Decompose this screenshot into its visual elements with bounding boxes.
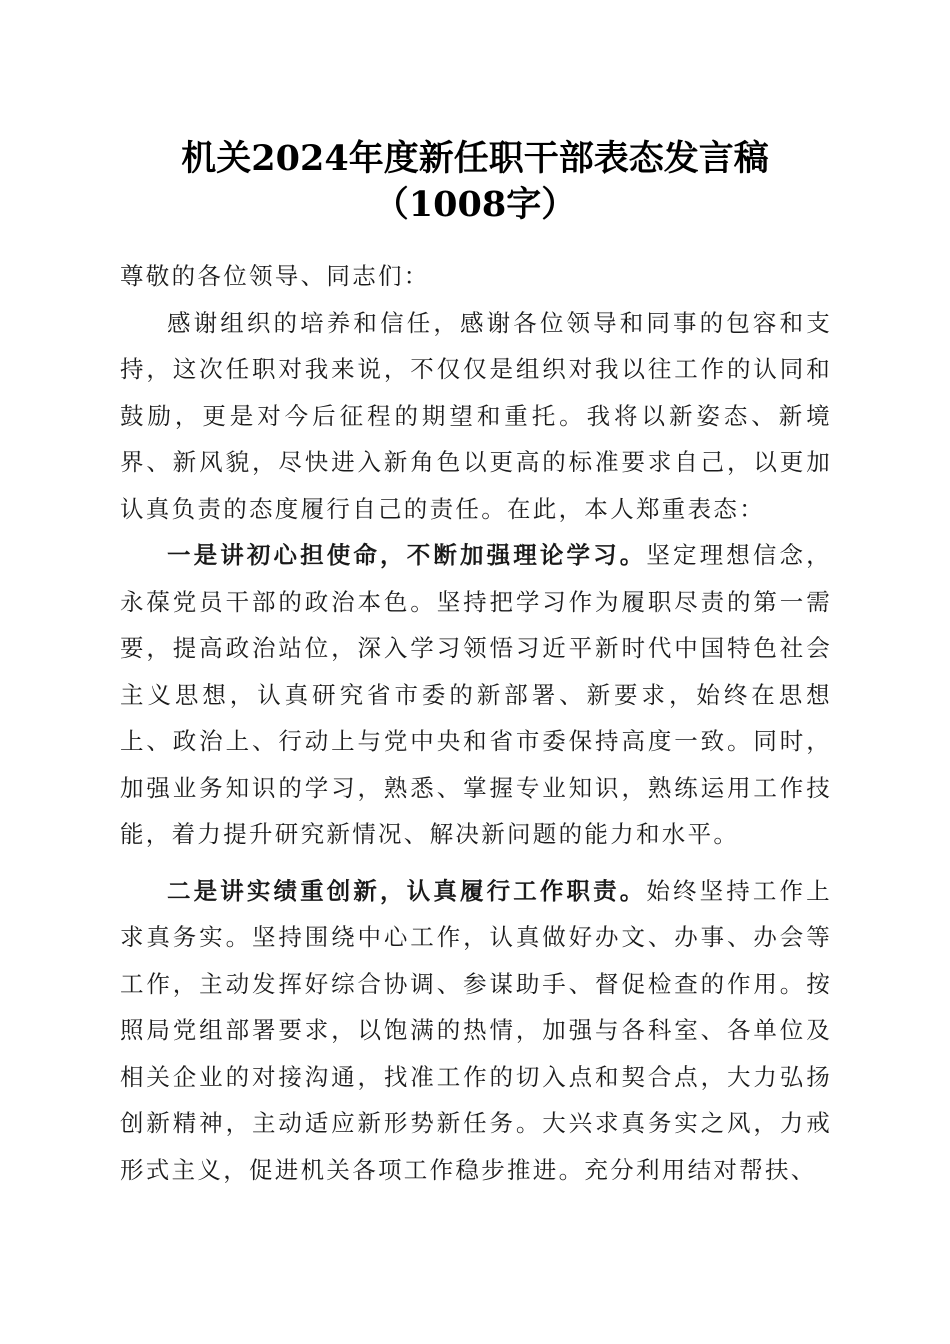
paragraph-point-2 [120, 868, 832, 1194]
document-body [120, 253, 832, 1193]
paragraph-lead: 二是讲实绩重创新，认真履行工作职责。 [167, 876, 647, 905]
paragraph-lead: 一是讲初心担使命，不断加强理论学习。 [167, 541, 647, 569]
paragraph-intro [120, 300, 832, 533]
paragraph-spacer [120, 858, 832, 868]
document-title: 机关2024年度新任职干部表态发言稿（1008字） [181, 138, 769, 225]
paragraph-point-1 [120, 532, 832, 858]
paragraph-text: 感谢组织的培养和信任，感谢各位领导和同事的包容和支持，这次任职对我来说，不仅仅是组织对我以往工作的认同和鼓励，更是对今后征程的期望和重托。我将以新姿态、新境界、新风貌，尽快进入新角色以更高的标准要求自己，以更加认真负责的态度履行自己的责任。在此，本人郑重表态： [120, 308, 832, 523]
salutation: 尊敬的各位领导、同志们： [120, 262, 430, 290]
paragraph-text: 始终坚持工作上求真务实。坚持围绕中心工作，认真做好办文、办事、办会等工作，主动发挥好综合协调、参谋助手、督促检查的作用。按照局党组部署要求，以饱满的热情，加强与各科室、各单位及相关企业的对接沟通，找准工作的切入点和契合点，大力弘扬创新精神，主动适应新形势新任务。大兴求真务实之风，力戒形式主义，促进机关各项工作稳步推进。充分利用结对帮扶、 [120, 876, 832, 1184]
paragraph-text: 坚定理想信念，永葆党员干部的政治本色。坚持把学习作为履职尽责的第一需要，提高政治站位，深入学习领悟习近平新时代中国特色社会主义思想，认真研究省市委的新部署、新要求，始终在思想上、政治上、行动上与党中央和省市委保持高度一致。同时，加强业务知识的学习，熟悉、掌握专业知识，熟练运用工作技能，着力提升研究新情况、解决新问题的能力和水平。 [120, 541, 832, 848]
